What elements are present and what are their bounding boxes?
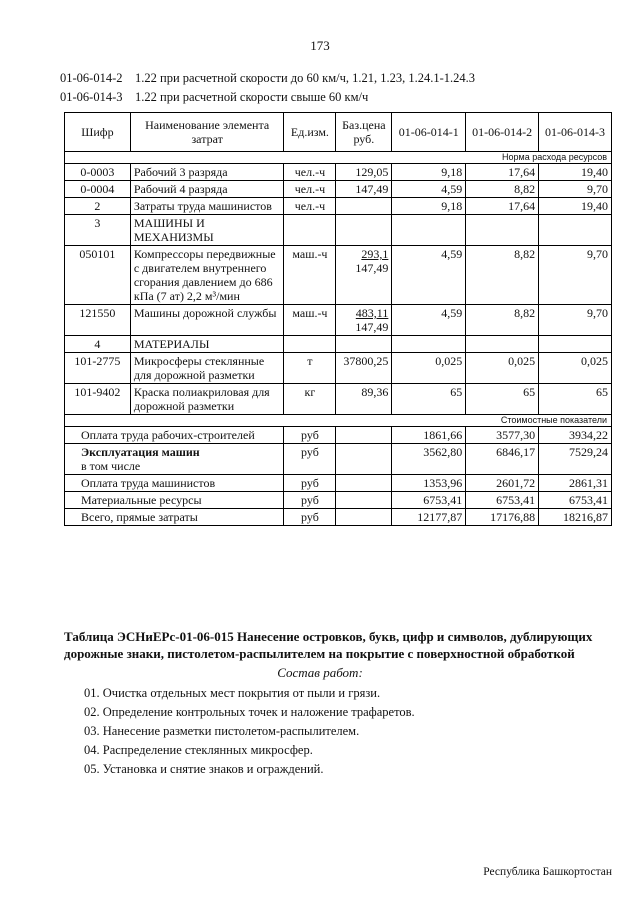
cost-name: Всего, прямые затраты	[65, 509, 284, 526]
cell-value: 4,59	[392, 246, 466, 305]
cost-label-row	[65, 415, 612, 427]
incl-text: в том числе	[81, 459, 141, 473]
cell-value: 9,70	[539, 181, 612, 198]
resource-table	[64, 112, 612, 526]
cell-code: 101-9402	[65, 384, 131, 415]
price-top: 293,1	[361, 247, 389, 261]
cell-value: 17,64	[466, 164, 539, 181]
cell-name: Микросферы стеклянные для дорожной разметки	[130, 353, 284, 384]
cell-value: 3934,22	[539, 427, 612, 444]
cell-value: 4,59	[392, 181, 466, 198]
cost-row	[65, 492, 612, 509]
ref-text: 1.22 при расчетной скорости до 60 км/ч, 1.21, 1.23, 1.24.1-1.24.3	[135, 71, 476, 85]
cell-unit: кг	[284, 384, 336, 415]
col-header: 01-06-014-1	[392, 113, 466, 152]
cost-label: Стоимостные показатели	[65, 415, 612, 427]
cell-unit: маш.-ч	[284, 246, 336, 305]
list-item: 01. Очистка отдельных мест покрытия от пыли и грязи.	[84, 686, 381, 700]
cell-unit: чел.-ч	[284, 198, 336, 215]
section-heading: МАШИНЫ И МЕХАНИЗМЫ	[130, 215, 284, 246]
cell-unit: чел.-ч	[284, 181, 336, 198]
cost-row	[65, 444, 612, 475]
ref-code: 01-06-014-2	[60, 71, 123, 85]
cell-code: 4	[65, 336, 131, 353]
cell-value: 65	[539, 384, 612, 415]
ref-line	[60, 71, 475, 86]
cost-name: Оплата труда рабочих-строителей	[65, 427, 284, 444]
cell-value: 18216,87	[539, 509, 612, 526]
cell-value: 9,18	[392, 198, 466, 215]
cell-name: Рабочий 3 разряда	[130, 164, 284, 181]
cell-unit: руб	[284, 475, 336, 492]
cell-name: Краска полиакриловая для дорожной разметки	[130, 384, 284, 415]
cell-code: 121550	[65, 305, 131, 336]
table-row	[65, 164, 612, 181]
cell-value: 9,70	[539, 246, 612, 305]
cell-value: 12177,87	[392, 509, 466, 526]
cell-price	[336, 305, 392, 336]
cell-value: 6753,41	[466, 492, 539, 509]
cell-value: 8,82	[466, 246, 539, 305]
list-item: 05. Установка и снятие знаков и ограждений.	[84, 762, 324, 776]
footer-region: Республика Башкортостан	[483, 866, 612, 878]
header-row	[65, 113, 612, 152]
price-bottom: 147,49	[355, 261, 389, 275]
col-header: 01-06-014-2	[466, 113, 539, 152]
cell-value: 19,40	[539, 164, 612, 181]
cell-code: 2	[65, 198, 131, 215]
cell-value: 1861,66	[392, 427, 466, 444]
col-header: 01-06-014-3	[539, 113, 612, 152]
cell-value: 1353,96	[392, 475, 466, 492]
cell-value: 9,18	[392, 164, 466, 181]
list-item: 02. Определение контрольных точек и наложение трафаретов.	[84, 705, 415, 719]
list-item: 03. Нанесение разметки пистолетом-распылителем.	[84, 724, 360, 738]
price-bottom: 147,49	[355, 320, 389, 334]
ref-line	[60, 90, 368, 105]
norma-row	[65, 152, 612, 164]
cell-code: 3	[65, 215, 131, 246]
cost-name: Материальные ресурсы	[65, 492, 284, 509]
cell-name: Рабочий 4 разряда	[130, 181, 284, 198]
cell-value: 19,40	[539, 198, 612, 215]
cell-value: 4,59	[392, 305, 466, 336]
col-header: Наименование элемента затрат	[130, 113, 284, 152]
col-header: Шифр	[65, 113, 131, 152]
cell-price: 129,05	[336, 164, 392, 181]
table-row	[65, 198, 612, 215]
cell-unit: т	[284, 353, 336, 384]
cell-price: 89,36	[336, 384, 392, 415]
cell-value: 3562,80	[392, 444, 466, 475]
cell-value: 0,025	[466, 353, 539, 384]
cell-unit: маш.-ч	[284, 305, 336, 336]
cell-unit: руб	[284, 427, 336, 444]
cell-price	[336, 198, 392, 215]
cost-row	[65, 475, 612, 492]
cell-price: 147,49	[336, 181, 392, 198]
cell-code: 0-0003	[65, 164, 131, 181]
cell-unit: руб	[284, 509, 336, 526]
norma-label: Норма расхода ресурсов	[65, 152, 612, 164]
table-row	[65, 181, 612, 198]
section-title: Таблица ЭСНиЕРс-01-06-015 Нанесение островков, букв, цифр и символов, дублирующих дорожные знаки, пистолетом-распылителем на покрытие с поверхностной обработкой	[64, 629, 593, 661]
cell-value: 65	[466, 384, 539, 415]
cell-value: 2601,72	[466, 475, 539, 492]
table-row	[65, 246, 612, 305]
cell-value: 3577,30	[466, 427, 539, 444]
section-row	[65, 336, 612, 353]
cell-value: 9,70	[539, 305, 612, 336]
table-row	[65, 384, 612, 415]
cell-unit: руб	[284, 492, 336, 509]
cell-value: 65	[392, 384, 466, 415]
cost-row	[65, 509, 612, 526]
table-row	[65, 353, 612, 384]
cost-row	[65, 427, 612, 444]
cell-unit: руб	[284, 444, 336, 475]
ref-code: 01-06-014-3	[60, 90, 123, 104]
ref-text: 1.22 при расчетной скорости свыше 60 км/ч	[135, 90, 369, 104]
cell-value: 8,82	[466, 305, 539, 336]
cell-value: 2861,31	[539, 475, 612, 492]
cell-price	[336, 246, 392, 305]
price-top: 483,11	[355, 306, 389, 320]
cell-price: 37800,25	[336, 353, 392, 384]
section-heading: МАТЕРИАЛЫ	[130, 336, 284, 353]
section-row	[65, 215, 612, 246]
works-list	[84, 684, 415, 779]
page-number: 173	[310, 38, 330, 53]
cell-code: 101-2775	[65, 353, 131, 384]
cell-name: Машины дорожной службы	[130, 305, 284, 336]
list-item: 04. Распределение стеклянных микросфер.	[84, 743, 313, 757]
cell-value: 6753,41	[539, 492, 612, 509]
cell-value: 7529,24	[539, 444, 612, 475]
cell-value: 0,025	[539, 353, 612, 384]
cell-value: 6846,17	[466, 444, 539, 475]
cell-code: 0-0004	[65, 181, 131, 198]
cell-code: 050101	[65, 246, 131, 305]
cell-value: 17176,88	[466, 509, 539, 526]
cell-value: 8,82	[466, 181, 539, 198]
cell-value: 0,025	[392, 353, 466, 384]
table-row	[65, 305, 612, 336]
col-header: Ед.изм.	[284, 113, 336, 152]
cell-value: 17,64	[466, 198, 539, 215]
col-header: Баз.цена руб.	[336, 113, 392, 152]
cell-name: Затраты труда машинистов	[130, 198, 284, 215]
cost-name	[65, 444, 284, 475]
works-title: Состав работ:	[277, 665, 363, 680]
cell-unit: чел.-ч	[284, 164, 336, 181]
cell-name: Компрессоры передвижные с двигателем внутреннего сгорания давлением до 686 кПа (7 ат) 2,2 м³/мин	[130, 246, 284, 305]
cell-value: 6753,41	[392, 492, 466, 509]
cost-name: Оплата труда машинистов	[65, 475, 284, 492]
cost-name-text: Эксплуатация машин	[81, 445, 200, 459]
